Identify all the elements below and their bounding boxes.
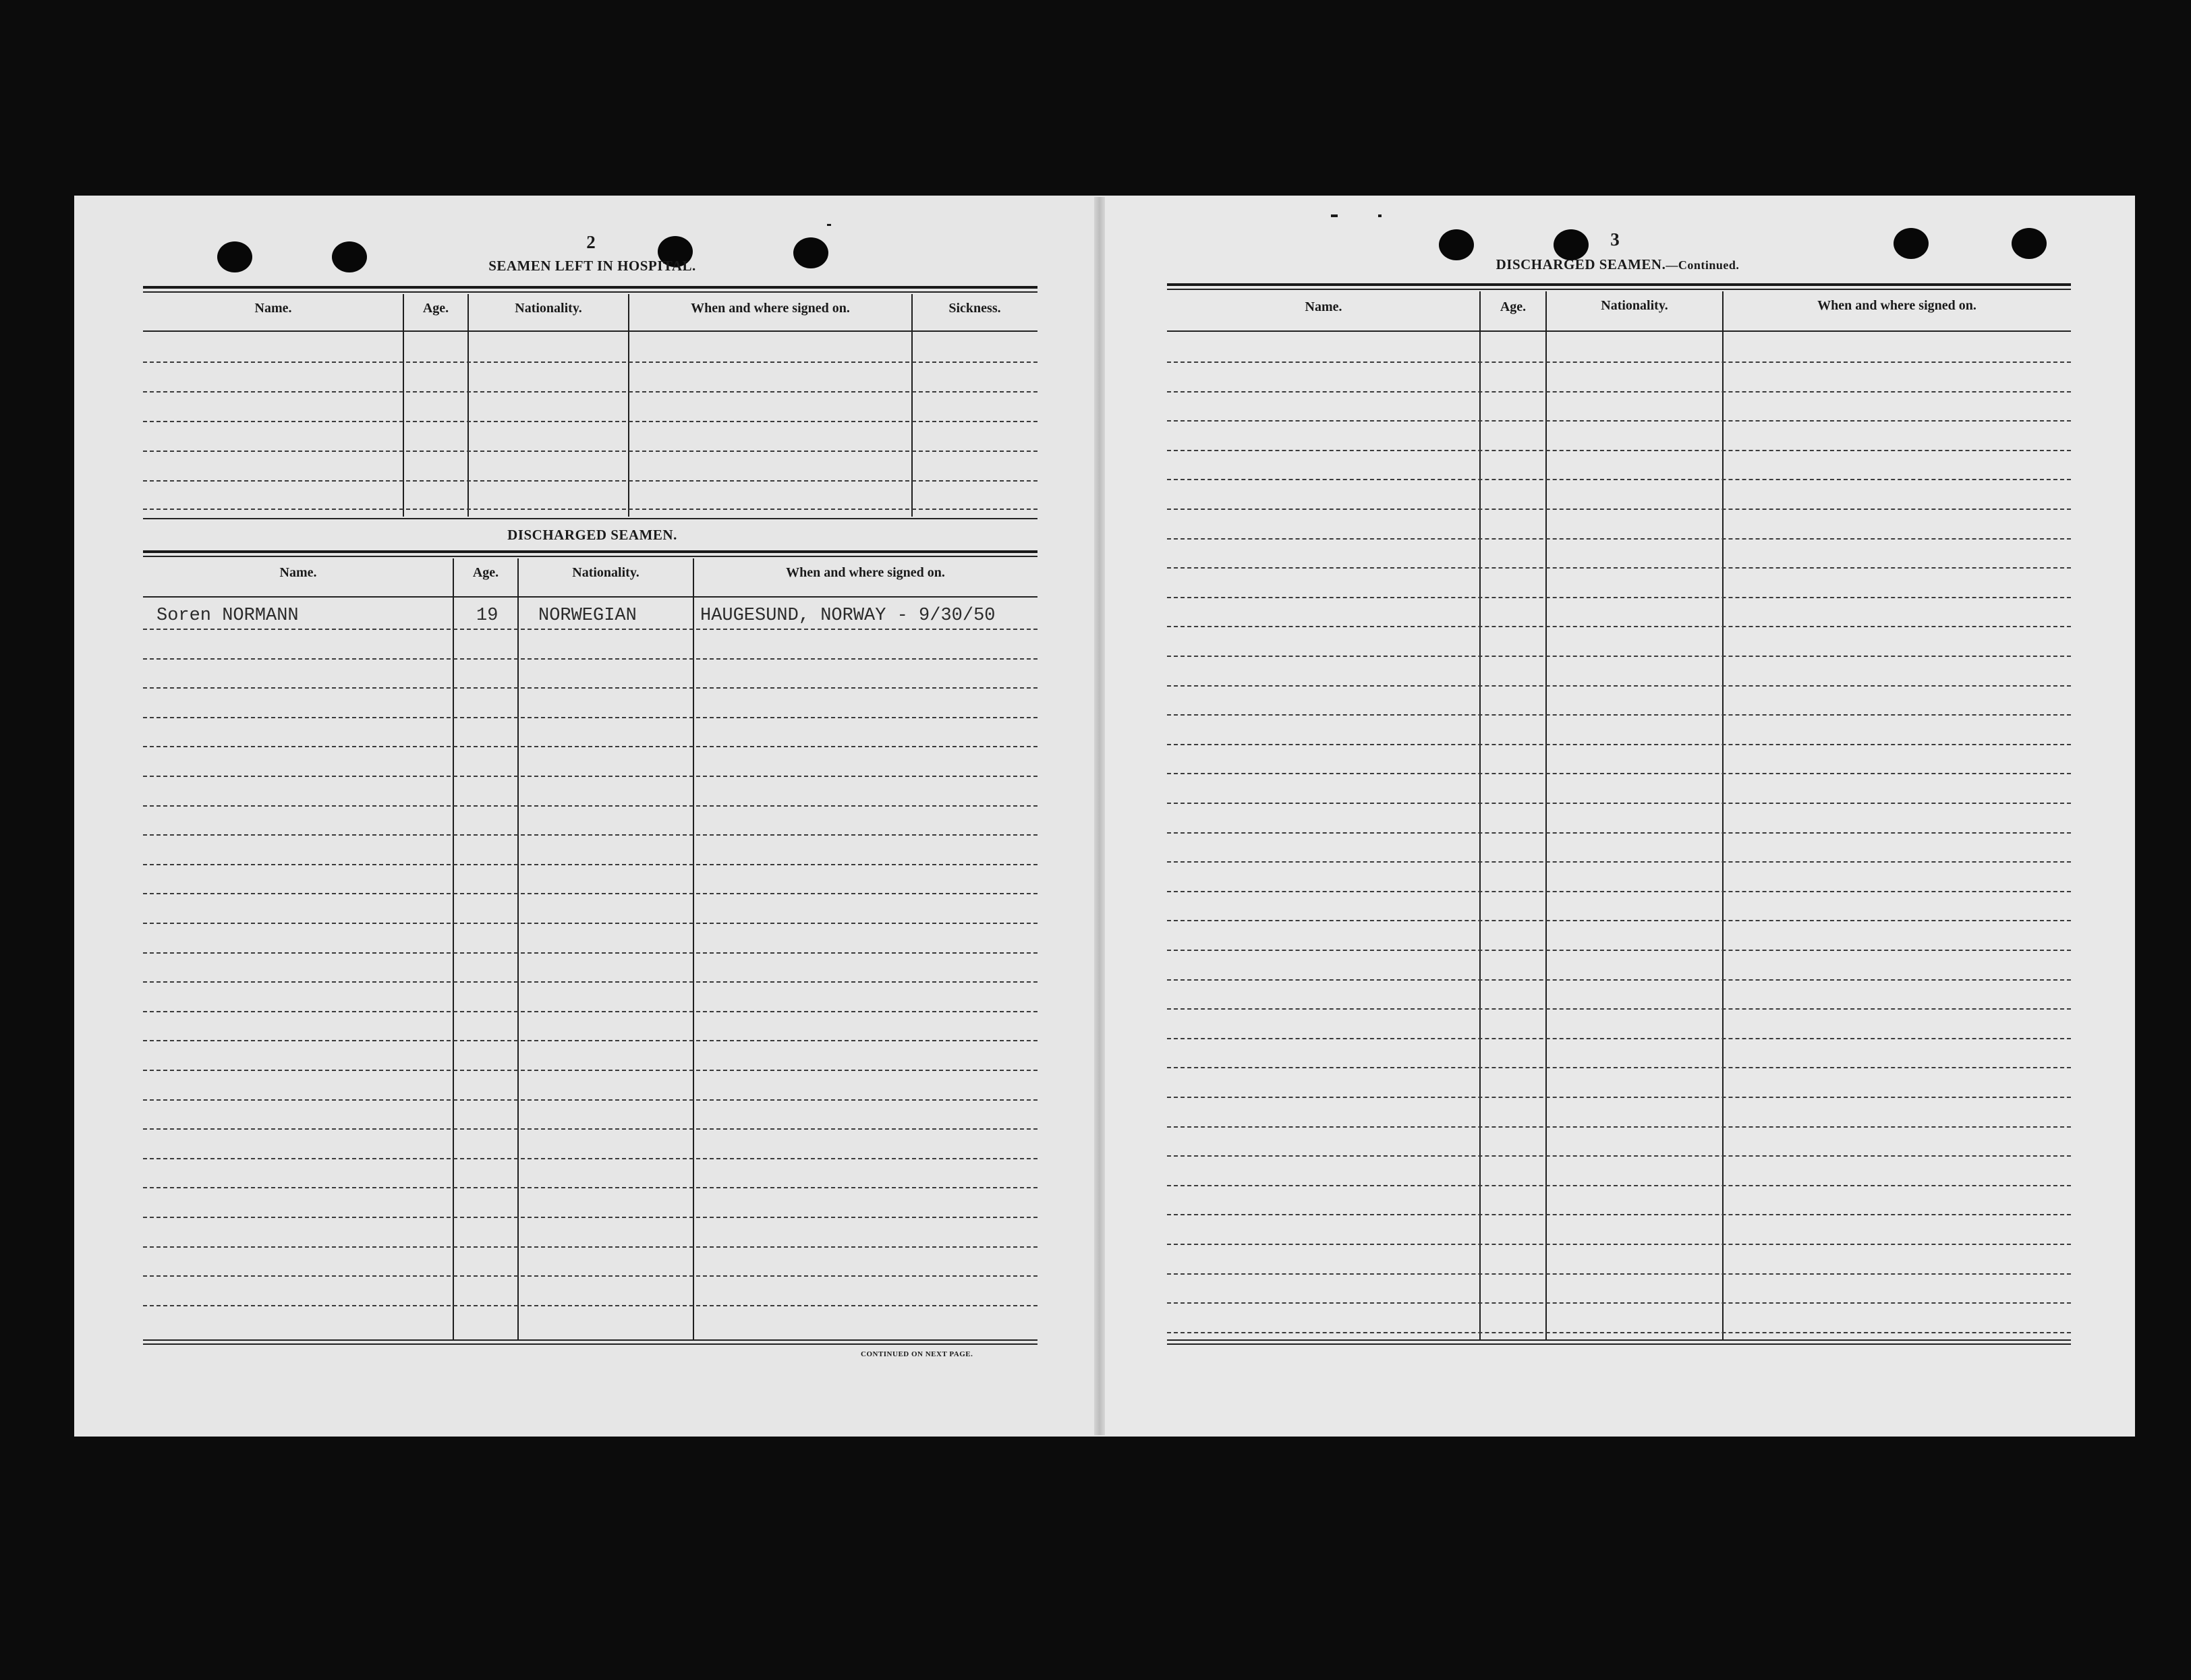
row-line xyxy=(1167,891,2071,892)
row-line xyxy=(143,893,1037,894)
discharged-section-title: DISCHARGED SEAMEN. xyxy=(507,527,677,543)
row-line xyxy=(143,746,1037,747)
row-line xyxy=(1167,626,2071,627)
row-line xyxy=(143,687,1037,689)
row-line xyxy=(1167,597,2071,598)
row-line xyxy=(143,923,1037,924)
row-line xyxy=(1167,861,2071,863)
row-line xyxy=(1167,1214,2071,1215)
column-header-nationality: Nationality. xyxy=(515,301,582,316)
row-line xyxy=(143,864,1037,865)
row-line xyxy=(1167,361,2071,363)
table-bottom-rule xyxy=(143,518,1037,519)
punch-hole xyxy=(217,241,252,272)
table-top-rule xyxy=(1167,283,2071,286)
column-divider xyxy=(1479,291,1481,1339)
table-top-rule xyxy=(143,286,1037,289)
row-line xyxy=(143,480,1037,482)
page-number: 2 xyxy=(586,232,596,252)
continued-note: CONTINUED ON NEXT PAGE. xyxy=(861,1350,973,1358)
row-line xyxy=(1167,1302,2071,1304)
column-header-signed-on: When and where signed on. xyxy=(691,301,850,316)
row-line xyxy=(143,509,1037,510)
table-bottom-rule xyxy=(1167,1339,2071,1341)
row-line xyxy=(143,1158,1037,1159)
column-divider xyxy=(1722,291,1724,1339)
row-line xyxy=(1167,979,2071,981)
row-line xyxy=(1167,1038,2071,1039)
table-bottom-rule xyxy=(1167,1343,2071,1345)
column-divider xyxy=(911,294,913,517)
column-header-name: Name. xyxy=(279,565,317,580)
row-line xyxy=(143,1217,1037,1218)
row-line xyxy=(1167,1126,2071,1128)
row-line xyxy=(1167,950,2071,951)
column-divider xyxy=(1545,291,1547,1339)
right-page xyxy=(1100,196,2135,1437)
hospital-section-title: SEAMEN LEFT IN HOSPITAL. xyxy=(488,258,696,274)
row-line xyxy=(1167,1185,2071,1186)
row-line xyxy=(1167,420,2071,422)
row-line xyxy=(1167,479,2071,480)
column-divider xyxy=(467,294,469,517)
row-line xyxy=(143,658,1037,660)
row-line xyxy=(143,1040,1037,1041)
seaman-signed-on: HAUGESUND, NORWAY - 9/30/50 xyxy=(700,606,996,626)
row-line xyxy=(143,717,1037,718)
row-line xyxy=(1167,773,2071,774)
column-header-sickness: Sickness. xyxy=(948,301,1001,316)
page-number: 3 xyxy=(1610,229,1620,250)
column-divider xyxy=(693,558,694,1339)
table-top-rule xyxy=(143,291,1037,293)
row-line xyxy=(1167,538,2071,540)
speck xyxy=(1331,214,1338,217)
column-header-nationality: Nationality. xyxy=(1601,298,1668,313)
row-line xyxy=(1167,391,2071,393)
row-line xyxy=(1167,1244,2071,1245)
row-line xyxy=(143,981,1037,983)
speck xyxy=(1378,214,1382,217)
row-line xyxy=(1167,450,2071,451)
column-divider xyxy=(453,558,454,1339)
punch-hole xyxy=(2012,228,2047,259)
punch-hole xyxy=(793,237,828,268)
seaman-nationality: NORWEGIAN xyxy=(538,606,637,626)
row-line xyxy=(143,629,1037,630)
row-line xyxy=(1167,920,2071,921)
seaman-name: Soren NORMANN xyxy=(156,606,299,626)
column-divider xyxy=(517,558,519,1339)
row-line xyxy=(1167,832,2071,834)
header-underline xyxy=(143,330,1037,332)
table-top-rule xyxy=(143,550,1037,553)
row-line xyxy=(1167,744,2071,745)
column-header-signed-on: When and where signed on. xyxy=(786,565,945,580)
column-header-age: Age. xyxy=(472,565,499,580)
header-underline xyxy=(1167,330,2071,332)
row-line xyxy=(143,1246,1037,1248)
row-line xyxy=(1167,656,2071,657)
row-line xyxy=(1167,1067,2071,1068)
row-line xyxy=(1167,1332,2071,1333)
row-line xyxy=(143,952,1037,954)
row-line xyxy=(143,1070,1037,1071)
row-line xyxy=(1167,509,2071,510)
row-line xyxy=(143,451,1037,452)
column-header-signed-on: When and where signed on. xyxy=(1817,298,1976,313)
column-header-nationality: Nationality. xyxy=(572,565,639,580)
left-page xyxy=(74,196,1106,1437)
row-line xyxy=(143,421,1037,422)
row-line xyxy=(143,1187,1037,1188)
row-line xyxy=(143,776,1037,777)
column-header-age: Age. xyxy=(1500,299,1527,314)
row-line xyxy=(1167,714,2071,716)
row-line xyxy=(1167,1155,2071,1157)
punch-hole xyxy=(332,241,367,272)
row-line xyxy=(143,834,1037,836)
right-section-title-continued: —Continued. xyxy=(1666,258,1740,272)
table-bottom-rule xyxy=(143,1339,1037,1341)
table-bottom-rule xyxy=(143,1343,1037,1345)
column-header-age: Age. xyxy=(422,301,449,316)
header-underline xyxy=(143,596,1037,598)
row-line xyxy=(143,1275,1037,1277)
row-line xyxy=(1167,1273,2071,1275)
row-line xyxy=(1167,685,2071,687)
row-line xyxy=(1167,1097,2071,1098)
column-divider xyxy=(628,294,629,517)
row-line xyxy=(143,805,1037,807)
speck xyxy=(827,224,831,226)
column-header-name: Name. xyxy=(1305,299,1342,314)
row-line xyxy=(143,361,1037,363)
column-divider xyxy=(403,294,404,517)
seaman-age: 19 xyxy=(476,606,499,626)
row-line xyxy=(1167,567,2071,569)
right-section-title xyxy=(1442,256,1793,273)
book-gutter xyxy=(1094,197,1105,1435)
row-line xyxy=(1167,803,2071,804)
row-line xyxy=(143,1099,1037,1101)
punch-hole xyxy=(1894,228,1929,259)
table-top-rule xyxy=(143,556,1037,557)
column-header-name: Name. xyxy=(254,301,292,316)
right-section-title-main: DISCHARGED SEAMEN. xyxy=(1496,256,1666,272)
row-line xyxy=(143,1011,1037,1012)
row-line xyxy=(1167,1008,2071,1010)
row-line xyxy=(143,1128,1037,1130)
row-line xyxy=(143,391,1037,393)
row-line xyxy=(143,1305,1037,1306)
table-top-rule xyxy=(1167,289,2071,290)
